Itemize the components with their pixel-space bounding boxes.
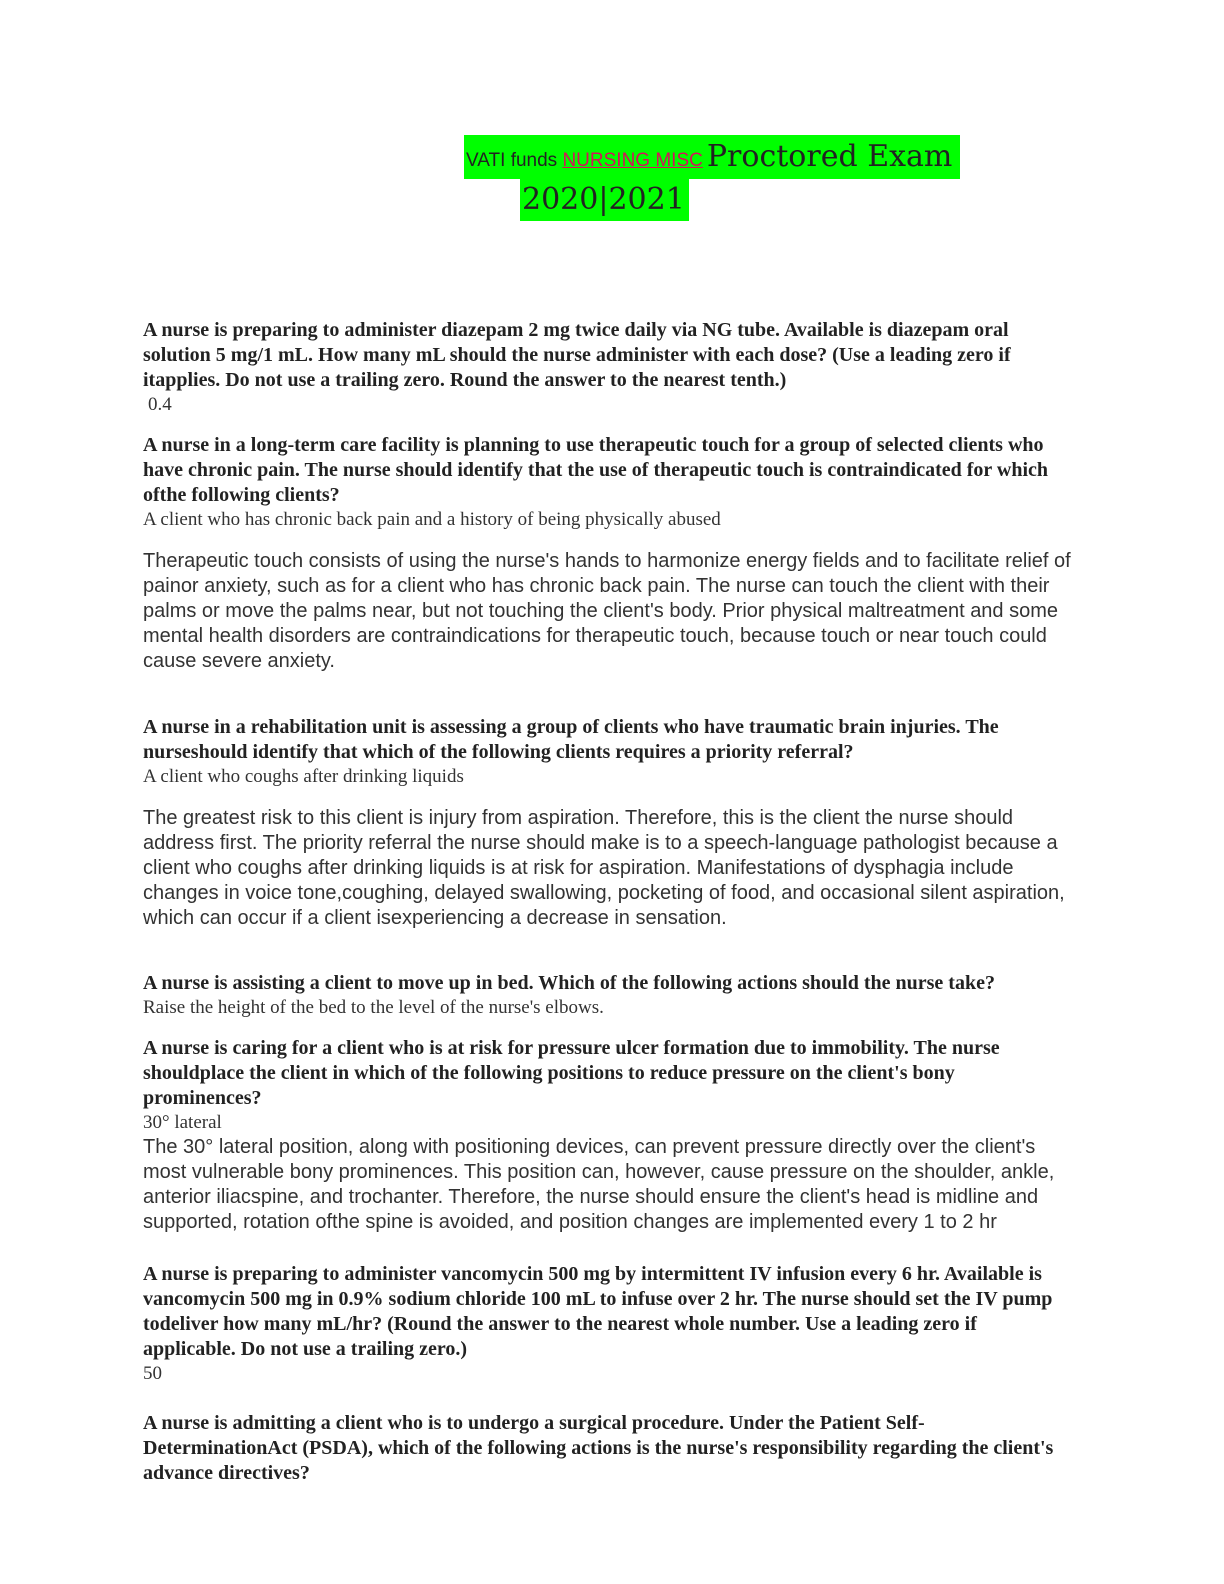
category-link[interactable]: NURSING MISC bbox=[562, 150, 703, 171]
question-text: A nurse is preparing to administer vancomycin 500 mg by intermittent IV infusion every 6 hr. Available is vancomycin 500 mg in 0.9% sodium chloride 100 mL to infuse over 2 hr. The nurse should set the IV pump todeliver how many mL/hr? (Round the answer to the nearest whole number. Use a leading zero if applicable. Do not use a trailing zero.) bbox=[143, 1263, 1053, 1360]
answer-text: Raise the height of the bed to the level of the nurse's elbows. bbox=[143, 997, 604, 1018]
question-text: A nurse is admitting a client who is to undergo a surgical procedure. Under the Patient Self-DeterminationAct (PSDA), which of the following actions is the nurse's responsibility regarding the client's advance directives? bbox=[143, 1412, 1054, 1484]
answer-text: A client who has chronic back pain and a history of being physically abused bbox=[143, 509, 721, 530]
answer-text: A client who coughs after drinking liquids bbox=[143, 766, 464, 787]
question-text: A nurse is assisting a client to move up in bed. Which of the following actions should the nurse take? bbox=[143, 972, 995, 994]
question-text: A nurse in a rehabilitation unit is assessing a group of clients who have traumatic brain injuries. The nurseshould identify that which of the following clients requires a priority referral? bbox=[143, 716, 999, 763]
explanation-text: The greatest risk to this client is injury from aspiration. Therefore, this is the client the nurse should address first. The priority referral the nurse should make is to a speech-language pathologist because a client who coughs after drinking liquids is at risk for aspiration. Manifestations of dysphagia include changes in voice tone,coughing, delayed swallowing, pocketing of food, and occasional silent aspiration, which can occur if a client isexperiencing a decrease in sensation. bbox=[143, 807, 1065, 929]
document-title bbox=[464, 135, 960, 217]
title-part2: 2020|2021 bbox=[520, 179, 689, 221]
title-prefix: VATI funds bbox=[466, 150, 563, 171]
answer-text: 0.4 bbox=[148, 394, 172, 415]
answer-text: 50 bbox=[143, 1363, 162, 1384]
question-text: A nurse is preparing to administer diazepam 2 mg twice daily via NG tube. Available is diazepam oral solution 5 mg/1 mL. How many mL should the nurse administer with each dose? (Use a leading zero if itapplies. Do not use a trailing zero. Round the answer to the nearest tenth.) bbox=[143, 319, 1011, 391]
title-highlight-line1 bbox=[464, 135, 960, 179]
question-text: A nurse is caring for a client who is at risk for pressure ulcer formation due to immobility. The nurse shouldplace the client in which of the following positions to reduce pressure on the client's bony prominences? bbox=[143, 1037, 1000, 1109]
question-text: A nurse in a long-term care facility is planning to use therapeutic touch for a group of selected clients who have chronic pain. The nurse should identify that the use of therapeutic touch is contraindicated for which ofthe following clients? bbox=[143, 434, 1049, 506]
answer-text: 30° lateral bbox=[143, 1112, 222, 1133]
document-body bbox=[143, 318, 1073, 1486]
title-part1: Proctored Exam bbox=[706, 139, 953, 174]
explanation-text: Therapeutic touch consists of using the nurse's hands to harmonize energy fields and to facilitate relief of painor anxiety, such as for a client who has chronic back pain. The nurse can touch the client with their palms or move the palms near, but not touching the client's body. Prior physical maltreatment and some mental health disorders are contraindications for therapeutic touch, because touch or near touch could cause severe anxiety. bbox=[143, 550, 1071, 672]
explanation-text: The 30° lateral position, along with positioning devices, can prevent pressure directly over the client's most vulnerable bony prominences. This position can, however, cause pressure on the shoulder, ankle, anterior iliacspine, and trochanter. Therefore, the nurse should ensure the client's head is midline and supported, rotation ofthe spine is avoided, and position changes are implemented every 1 to 2 hr bbox=[143, 1136, 1055, 1233]
